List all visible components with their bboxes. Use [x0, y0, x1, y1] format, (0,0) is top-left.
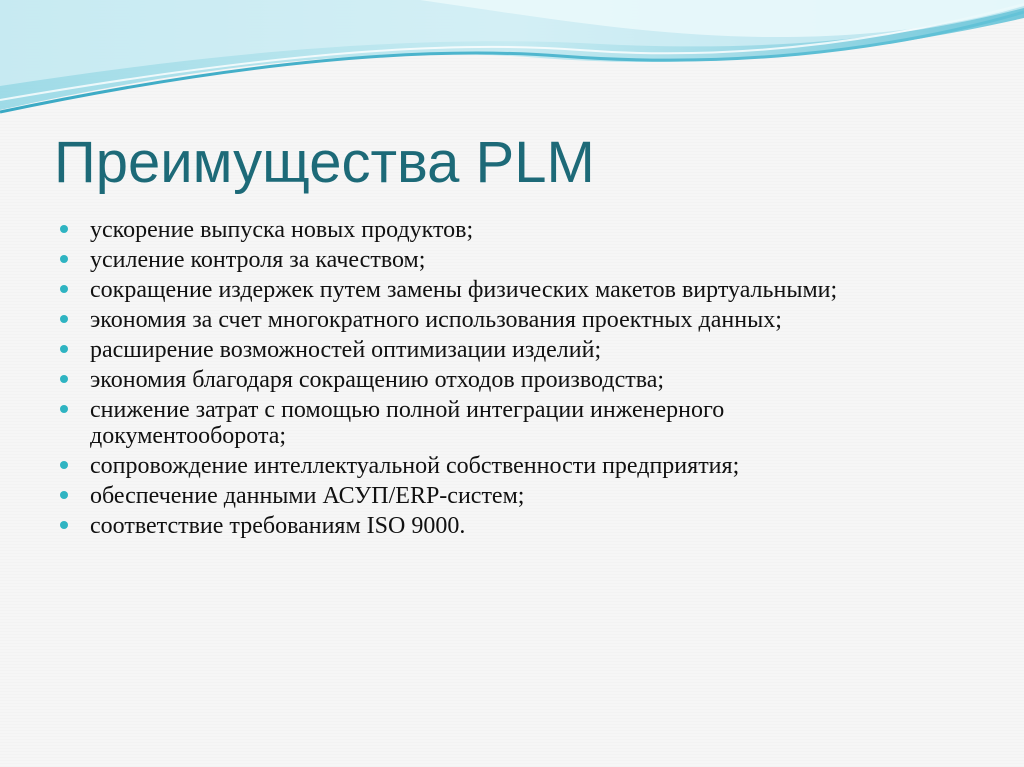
bullet-dot-icon	[60, 521, 68, 529]
bullet-text: соответствие требованиям ISO 9000.	[90, 513, 466, 539]
bullet-dot-icon	[60, 345, 68, 353]
bullet-dot-icon	[60, 375, 68, 383]
bullet-item	[60, 513, 960, 539]
bullet-list	[60, 217, 960, 543]
bullet-dot-icon	[60, 405, 68, 413]
bullet-text: расширение возможностей оптимизации изделий;	[90, 337, 602, 363]
bullet-text: сокращение издержек путем замены физических макетов виртуальными;	[90, 277, 838, 303]
bullet-text: экономия благодаря сокращению отходов производства;	[90, 367, 665, 393]
bullet-text: усиление контроля за качеством;	[90, 247, 426, 273]
bullet-item	[60, 453, 960, 479]
bullet-dot-icon	[60, 225, 68, 233]
bullet-dot-icon	[60, 491, 68, 499]
bullet-item	[60, 483, 960, 509]
header-wave-decoration	[0, 0, 1024, 130]
bullet-dot-icon	[60, 315, 68, 323]
bullet-item	[60, 247, 960, 273]
bullet-item	[60, 217, 960, 243]
bullet-text: ускорение выпуска новых продуктов;	[90, 217, 474, 243]
bullet-text: обеспечение данными АСУП/ERP-систем;	[90, 483, 525, 509]
slide-title: Преимущества PLM	[54, 130, 595, 195]
bullet-item	[60, 307, 960, 333]
bullet-text: снижение затрат с помощью полной интеграции инженерного документооборота;	[90, 397, 725, 449]
bullet-text: сопровождение интеллектуальной собственности предприятия;	[90, 453, 740, 479]
bullet-item	[60, 337, 960, 363]
bullet-item	[60, 397, 960, 449]
bullet-dot-icon	[60, 461, 68, 469]
bullet-text: экономия за счет многократного использования проектных данных;	[90, 307, 782, 333]
bullet-dot-icon	[60, 255, 68, 263]
bullet-item	[60, 367, 960, 393]
bullet-item	[60, 277, 960, 303]
bullet-dot-icon	[60, 285, 68, 293]
